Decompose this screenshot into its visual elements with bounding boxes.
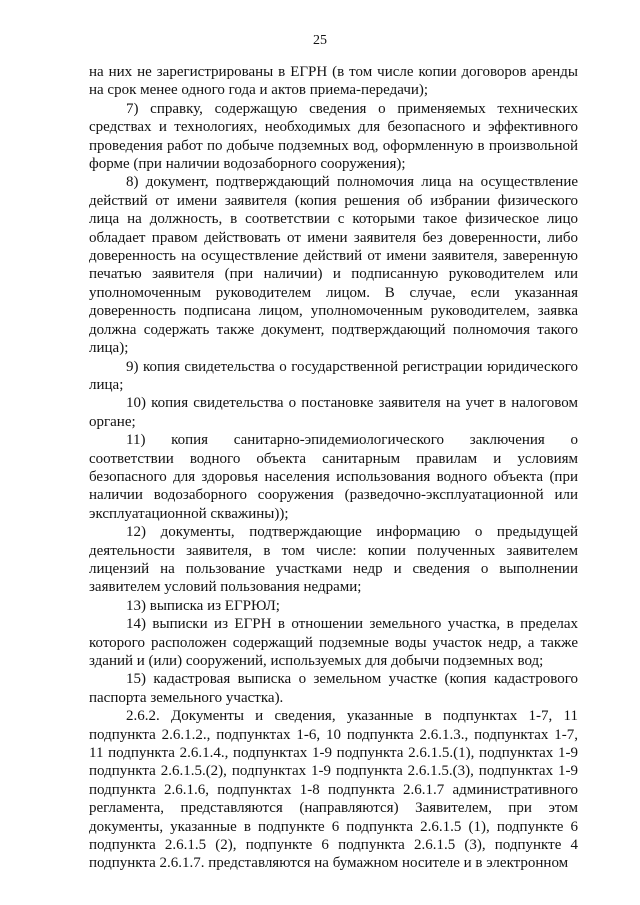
paragraph-item-15: 15) кадастровая выписка о земельном участке (копия кадастрового паспорта земельного участка).	[89, 671, 578, 706]
paragraph-item-9: 9) копия свидетельства о государственной регистрации юридического лица;	[89, 358, 578, 393]
paragraph-item-8: 8) документ, подтверждающий полномочия лица на осуществление действий от имени заявителя (копия решения об избрании физического лица на должность, в соответствии с которыми такое физическое лицо обладает правом действовать от имени заявителя без доверенности, либо доверенность на осуществление действий от имени заявителя, заверенную печатью заявителя (при наличии) и подписанную руководителем или уполномоченным руководителем лицом. В случае, если указанная доверенность подписана лицом, уполномоченным руководителем, заявка должна содержать также документ, подтверждающий полномочия такого лица);	[89, 174, 578, 357]
paragraph-section-2-6-2: 2.6.2. Документы и сведения, указанные в подпунктах 1-7, 11 подпункта 2.6.1.2., подпунктах 1-6, 10 подпункта 2.6.1.3., подпунктах 1-7, 11 подпункта 2.6.1.4., подпунктах 1-9 подпункта 2.6.1.5.(1), подпунктах 1-9 подпункта 2.6.1.5.(2), подпунктах 1-9 подпункта 2.6.1.5.(3), подпунктах 1-9 подпункта 2.6.1.6, подпунктах 1-8 подпункта 2.6.1.7 административного регламента, представляются (направляются) Заявителем, при этом документы, указанные в подпункте 6 подпункта 2.6.1.5 (1), подпункте 6 подпункта 2.6.1.5 (2), подпункте 6 подпункта 2.6.1.5 (3), подпункте 4 подпункта 2.6.1.7. представляются на бумажном носителе и в электронном	[89, 708, 578, 872]
paragraph-item-12: 12) документы, подтверждающие информацию о предыдущей деятельности заявителя, в том числе: копии полученных заявителем лицензий на пользование участками недр и сведения о выполнении заявителем условий пользования недрами;	[89, 524, 578, 596]
document-body	[89, 63, 578, 873]
paragraph-continuation: на них не зарегистрированы в ЕГРН (в том числе копии договоров аренды на срок менее одного года и актов приема-передачи);	[89, 64, 578, 99]
paragraph-item-7: 7) справку, содержащую сведения о применяемых технических средствах и технологиях, необходимых для безопасного и эффективного проведения работ по добыче подземных вод, оформленную в произвольной форме (при наличии водозаборного сооружения);	[89, 100, 578, 173]
paragraph-item-14: 14) выписки из ЕГРН в отношении земельного участка, в пределах которого расположен содержащий подземные воды участок недр, а также зданий и (или) сооружений, используемых для добычи подземных вод;	[89, 616, 578, 669]
paragraph-item-11: 11) копия санитарно-эпидемиологического заключения о соответствии водного объекта санитарным правилам и условиям безопасного для здоровья населения использования водного объекта (при наличии водозаборного сооружения (разведочно-эксплуатационной или эксплуатационной скважины));	[89, 432, 578, 522]
paragraph-item-13: 13) выписка из ЕГРЮЛ;	[126, 597, 280, 614]
paragraph-item-10: 10) копия свидетельства о постановке заявителя на учет в налоговом органе;	[89, 395, 578, 430]
page-number: 25	[313, 33, 327, 48]
